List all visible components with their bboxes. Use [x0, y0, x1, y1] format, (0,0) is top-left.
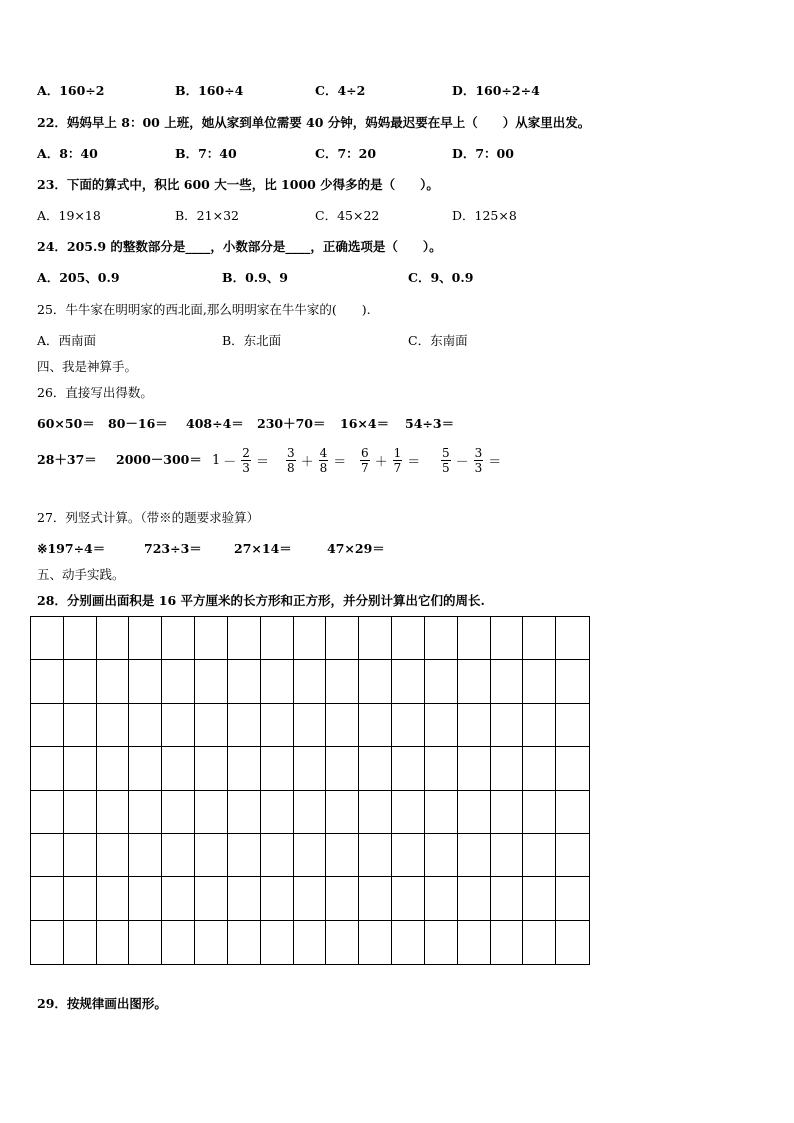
grid-cell[interactable] — [556, 834, 589, 877]
q21-option-c: C．4÷2 — [315, 83, 366, 98]
denominator: 7 — [361, 460, 369, 475]
grid-cell[interactable] — [228, 660, 261, 703]
numerator: 6 — [361, 445, 369, 460]
operator: － — [455, 454, 469, 470]
q25-option-c: C．东南面 — [408, 333, 468, 348]
denominator: 7 — [393, 460, 402, 475]
grid-cell[interactable] — [523, 921, 556, 964]
grid-cell[interactable] — [491, 747, 524, 790]
grid-cell[interactable] — [261, 747, 294, 790]
grid-cell[interactable] — [392, 660, 425, 703]
grid-cell[interactable] — [195, 921, 228, 964]
grid-cell[interactable] — [31, 921, 64, 964]
grid-cell[interactable] — [294, 704, 327, 747]
grid-cell[interactable] — [97, 704, 130, 747]
q21-option-a: A．160÷2 — [37, 83, 105, 98]
grid-cell[interactable] — [458, 834, 491, 877]
grid-cell[interactable] — [261, 791, 294, 834]
grid-cell[interactable] — [261, 660, 294, 703]
q23-option-d: D．125×8 — [452, 208, 517, 223]
grid-cell[interactable] — [294, 834, 327, 877]
q23-stem: 23．下面的算式中，积比 600 大一些，比 1000 少得多的是（ ）。 — [37, 177, 439, 192]
numerator: 5 — [442, 445, 450, 460]
grid-cell[interactable] — [556, 791, 589, 834]
operator: － — [223, 454, 237, 470]
grid-cell[interactable] — [64, 921, 97, 964]
grid-cell[interactable] — [359, 877, 392, 920]
grid-cell[interactable] — [129, 791, 162, 834]
q24-option-a: A．205、0.9 — [37, 270, 120, 285]
numerator: 2 — [242, 445, 250, 460]
grid-cell[interactable] — [129, 877, 162, 920]
grid-cell[interactable] — [162, 877, 195, 920]
grid-cell[interactable] — [162, 704, 195, 747]
grid-cell[interactable] — [294, 747, 327, 790]
grid-cell[interactable] — [523, 877, 556, 920]
equals-sign: ＝ — [255, 454, 269, 470]
section-5-heading: 五、动手实践。 — [37, 567, 125, 582]
grid-cell[interactable] — [425, 704, 458, 747]
fraction — [286, 446, 296, 475]
q24-stem: 24．205.9 的整数部分是____，小数部分是____，正确选项是（ ）。 — [37, 239, 442, 254]
q26-expr: 16×4＝ — [340, 416, 390, 431]
grid-cell[interactable] — [491, 660, 524, 703]
numerator: 3 — [287, 445, 295, 460]
grid-cell[interactable] — [392, 834, 425, 877]
q26-expr: 80－16＝ — [108, 416, 168, 431]
q25-stem: 25．牛牛家在明明家的西北面,那么明明家在牛牛家的( ). — [37, 302, 371, 317]
q26-fraction-expr — [212, 441, 272, 479]
grid-cell[interactable] — [195, 617, 228, 660]
grid-cell[interactable] — [458, 877, 491, 920]
grid-cell[interactable] — [162, 921, 195, 964]
grid-cell[interactable] — [491, 921, 524, 964]
grid-cell[interactable] — [228, 834, 261, 877]
grid-cell[interactable] — [458, 704, 491, 747]
grid-cell[interactable] — [359, 921, 392, 964]
equals-sign: ＝ — [488, 454, 502, 470]
grid-cell[interactable] — [458, 791, 491, 834]
denominator: 3 — [242, 460, 250, 475]
grid-cell[interactable] — [195, 877, 228, 920]
grid-cell[interactable] — [261, 834, 294, 877]
grid-cell[interactable] — [359, 704, 392, 747]
grid-cell[interactable] — [64, 617, 97, 660]
grid-cell[interactable] — [326, 921, 359, 964]
grid-cell[interactable] — [392, 747, 425, 790]
grid-cell[interactable] — [326, 747, 359, 790]
grid-cell[interactable] — [326, 660, 359, 703]
q21-option-b: B．160÷4 — [175, 83, 244, 98]
grid-cell[interactable] — [129, 834, 162, 877]
grid-cell[interactable] — [162, 747, 195, 790]
grid-cell[interactable] — [31, 747, 64, 790]
grid-cell[interactable] — [294, 617, 327, 660]
fraction — [319, 446, 329, 475]
q25-option-a: A．西南面 — [37, 333, 97, 348]
grid-cell[interactable] — [491, 877, 524, 920]
q27-stem: 27．列竖式计算。（带※的题要求验算） — [37, 510, 260, 525]
q26-expr: 408÷4＝ — [186, 416, 244, 431]
grid-cell[interactable] — [162, 834, 195, 877]
grid-cell[interactable] — [97, 747, 130, 790]
grid-cell[interactable] — [523, 747, 556, 790]
grid-cell[interactable] — [359, 791, 392, 834]
q28-stem: 28．分别画出面积是 16 平方厘米的长方形和正方形，并分别计算出它们的周长. — [37, 593, 485, 608]
q29-stem: 29．按规律画出图形。 — [37, 996, 167, 1011]
q27-item: 723÷3＝ — [144, 541, 202, 556]
grid-cell[interactable] — [359, 617, 392, 660]
grid-cell[interactable] — [261, 921, 294, 964]
grid-cell[interactable] — [425, 921, 458, 964]
grid-cell[interactable] — [523, 834, 556, 877]
q25-option-b: B．东北面 — [222, 333, 282, 348]
q26-expr: 28＋37＝ — [37, 452, 97, 467]
grid-cell[interactable] — [195, 747, 228, 790]
grid-cell[interactable] — [97, 834, 130, 877]
grid-cell[interactable] — [294, 791, 327, 834]
numerator: 1 — [393, 445, 402, 460]
grid-cell[interactable] — [326, 704, 359, 747]
grid-cell[interactable] — [97, 660, 130, 703]
grid-cell[interactable] — [195, 704, 228, 747]
grid-cell[interactable] — [556, 617, 589, 660]
grid-cell[interactable] — [97, 921, 130, 964]
grid-cell[interactable] — [195, 834, 228, 877]
grid-cell[interactable] — [129, 704, 162, 747]
section-4-heading: 四、我是神算手。 — [37, 359, 138, 374]
q26-fraction-expr — [284, 441, 349, 479]
q26-expr: 230＋70＝ — [257, 416, 326, 431]
grid-cell[interactable] — [97, 791, 130, 834]
grid-cell[interactable] — [294, 877, 327, 920]
grid-cell[interactable] — [425, 791, 458, 834]
grid-cell[interactable] — [97, 877, 130, 920]
denominator: 3 — [474, 460, 483, 475]
grid-cell[interactable] — [64, 704, 97, 747]
grid-cell[interactable] — [97, 617, 130, 660]
grid-cell[interactable] — [491, 791, 524, 834]
q23-option-a: A．19×18 — [37, 208, 101, 223]
grid-cell[interactable] — [458, 921, 491, 964]
grid-cell[interactable] — [261, 877, 294, 920]
grid-cell[interactable] — [458, 747, 491, 790]
grid-cell[interactable] — [195, 660, 228, 703]
grid-cell[interactable] — [162, 791, 195, 834]
q26-stem: 26．直接写出得数。 — [37, 385, 153, 400]
grid-cell[interactable] — [458, 660, 491, 703]
fraction — [360, 446, 370, 475]
grid-cell[interactable] — [195, 791, 228, 834]
grid-cell[interactable] — [228, 617, 261, 660]
q26-expr: 2000－300＝ — [116, 452, 202, 467]
fraction — [441, 446, 451, 475]
grid-cell[interactable] — [261, 617, 294, 660]
grid-cell[interactable] — [491, 834, 524, 877]
grid-cell[interactable] — [31, 791, 64, 834]
q22-option-c: C．7：20 — [315, 146, 377, 161]
grid-cell[interactable] — [129, 747, 162, 790]
grid-cell[interactable] — [392, 877, 425, 920]
grid-cell[interactable] — [162, 660, 195, 703]
denominator: 8 — [319, 460, 328, 475]
grid-cell[interactable] — [425, 877, 458, 920]
operator: ＋ — [374, 454, 388, 470]
grid-cell[interactable] — [556, 704, 589, 747]
grid-cell[interactable] — [425, 747, 458, 790]
operator: ＋ — [300, 454, 314, 470]
denominator: 8 — [287, 460, 295, 475]
q26-fraction-expr — [358, 441, 423, 479]
grid-cell[interactable] — [129, 921, 162, 964]
equals-sign: ＝ — [407, 454, 421, 470]
q26-expr: 60×50＝ — [37, 416, 95, 431]
grid-cell[interactable] — [523, 617, 556, 660]
grid-cell[interactable] — [64, 877, 97, 920]
grid-cell[interactable] — [458, 617, 491, 660]
q22-option-d: D．7：00 — [452, 146, 514, 161]
grid-cell[interactable] — [523, 660, 556, 703]
grid-cell[interactable] — [359, 834, 392, 877]
whole-number: 1 — [212, 452, 221, 468]
q23-option-b: B．21×32 — [175, 208, 239, 223]
grid-cell[interactable] — [392, 617, 425, 660]
fraction — [393, 446, 403, 475]
grid-cell[interactable] — [64, 834, 97, 877]
grid-cell[interactable] — [491, 704, 524, 747]
grid-cell[interactable] — [129, 617, 162, 660]
grid-cell[interactable] — [228, 877, 261, 920]
denominator: 5 — [442, 460, 450, 475]
grid-cell[interactable] — [326, 877, 359, 920]
grid-cell[interactable] — [31, 704, 64, 747]
grid-cell[interactable] — [359, 747, 392, 790]
q21-option-d: D．160÷2÷4 — [452, 83, 540, 98]
grid-cell[interactable] — [425, 660, 458, 703]
q23-option-c: C．45×22 — [315, 208, 380, 223]
grid-cell[interactable] — [359, 660, 392, 703]
fraction — [241, 446, 251, 475]
grid-cell[interactable] — [31, 660, 64, 703]
numerator: 3 — [474, 445, 483, 460]
grid-cell[interactable] — [31, 877, 64, 920]
equals-sign: ＝ — [333, 454, 347, 470]
grid-cell[interactable] — [556, 660, 589, 703]
q27-item: 27×14＝ — [234, 541, 292, 556]
grid-cell[interactable] — [64, 747, 97, 790]
grid-cell[interactable] — [294, 921, 327, 964]
grid-cell[interactable] — [294, 660, 327, 703]
q27-item: ※197÷4＝ — [37, 541, 106, 556]
q22-option-b: B．7：40 — [175, 146, 237, 161]
q22-option-a: A．8：40 — [37, 146, 98, 161]
grid-cell[interactable] — [556, 877, 589, 920]
grid-cell[interactable] — [556, 747, 589, 790]
drawing-grid[interactable] — [30, 616, 590, 965]
grid-cell[interactable] — [556, 921, 589, 964]
grid-cell[interactable] — [129, 660, 162, 703]
grid-cell[interactable] — [326, 791, 359, 834]
grid-cell[interactable] — [326, 617, 359, 660]
grid-cell[interactable] — [228, 704, 261, 747]
q24-option-c: C．9、0.9 — [408, 270, 474, 285]
grid-cell[interactable] — [392, 921, 425, 964]
grid-cell[interactable] — [326, 834, 359, 877]
q26-expr: 54÷3＝ — [405, 416, 455, 431]
grid-cell[interactable] — [64, 660, 97, 703]
q24-option-b: B．0.9、9 — [222, 270, 289, 285]
grid-cell[interactable] — [261, 704, 294, 747]
grid-cell[interactable] — [31, 617, 64, 660]
q26-fraction-expr — [439, 441, 504, 479]
grid-cell[interactable] — [523, 791, 556, 834]
grid-cell[interactable] — [228, 747, 261, 790]
grid-cell[interactable] — [228, 791, 261, 834]
grid-cell[interactable] — [392, 791, 425, 834]
q22-stem: 22．妈妈早上 8：00 上班，她从家到单位需要 40 分钟，妈妈最迟要在早上（ ）从家里出发。 — [37, 115, 591, 130]
grid-cell[interactable] — [228, 921, 261, 964]
fraction — [474, 446, 484, 475]
grid-cell[interactable] — [425, 617, 458, 660]
grid-cell[interactable] — [31, 834, 64, 877]
grid-cell[interactable] — [392, 704, 425, 747]
grid-cell[interactable] — [491, 617, 524, 660]
grid-cell[interactable] — [425, 834, 458, 877]
grid-cell[interactable] — [162, 617, 195, 660]
grid-cell[interactable] — [523, 704, 556, 747]
grid-cell[interactable] — [64, 791, 97, 834]
q27-item: 47×29＝ — [327, 541, 385, 556]
numerator: 4 — [319, 445, 328, 460]
